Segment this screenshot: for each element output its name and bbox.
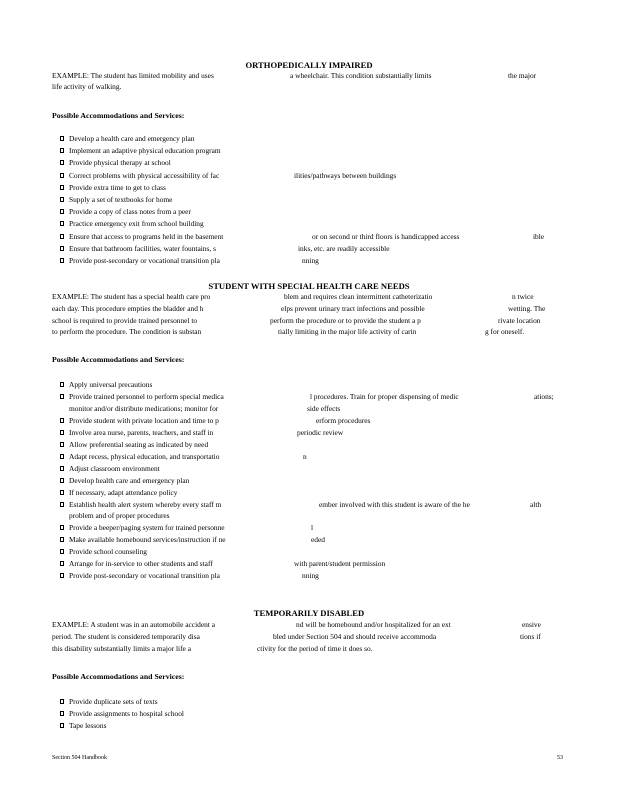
list-item-text: Adapt recess, physical education, and transportatio [69, 451, 220, 461]
example-text: blem and requires clean intermittent catheterizatio [284, 292, 433, 301]
checkbox-bullet-icon [60, 561, 64, 566]
list-item-text: Develop health care and emergency plan [69, 475, 190, 485]
list-item-text: or on second or third floors is handicapped access [312, 231, 460, 241]
checkbox-bullet-icon [60, 209, 64, 214]
example-text: period. The student is considered temporarily disa [52, 632, 200, 641]
checkbox-bullet-icon [60, 382, 64, 387]
list-item-text: nning [302, 571, 319, 581]
checkbox-bullet-icon [60, 490, 64, 495]
list-item-text: Provide extra time to get to class [69, 182, 166, 192]
section-title: STUDENT WITH SPECIAL HEALTH CARE NEEDS [208, 281, 410, 291]
list-item-text: Provide assignments to hospital school [69, 709, 184, 719]
section-title: ORTHOPEDICALLY IMPAIRED [245, 60, 373, 70]
list-item-text: alth [530, 499, 542, 509]
list-item-text: Apply universal precautions [69, 380, 153, 389]
example-text: nd will be homebound and/or hospitalized for an ext [296, 620, 451, 629]
accommodations-heading: Possible Accommodations and Services: [52, 111, 185, 120]
list-item-text: nning [302, 256, 319, 265]
list-item-text: Adjust classroom environment [69, 463, 160, 473]
example-text: ensive [522, 620, 541, 629]
example-text: tions if [520, 632, 541, 641]
example-text: g for oneself. [485, 327, 525, 336]
section-title: TEMPORARILY DISABLED [253, 608, 365, 618]
list-item-text: Arrange for in-service to other students and staff [69, 559, 213, 569]
list-item-text: Involve area nurse, parents, teachers, and staff in [69, 427, 214, 437]
checkbox-bullet-icon [60, 221, 64, 226]
list-item-text: with parent/student permission [294, 559, 386, 569]
list-item-text: Allow preferential seating as indicated by need [69, 439, 209, 449]
list-item-text: Provide physical therapy at school [69, 158, 171, 168]
list-item-text: l [311, 523, 314, 533]
list-item-text: Develop a health care and emergency plan [69, 134, 195, 143]
list-item-text: Provide post-secondary or vocational transition pla [69, 256, 220, 265]
footer-title: Section 504 Handbook [52, 755, 107, 761]
list-item-text: Provide school counseling [69, 547, 148, 557]
example-text: rivate location [498, 316, 541, 325]
checkbox-bullet-icon [60, 394, 64, 399]
list-item-text: If necessary, adapt attendance policy [69, 487, 178, 497]
accommodations-heading: Possible Accommodations and Services: [52, 355, 185, 364]
checkbox-bullet-icon [60, 537, 64, 542]
list-item-text: problem and of proper procedures [69, 511, 170, 521]
example-text: tially limiting in the major life activity of carin [278, 327, 417, 336]
checkbox-bullet-icon [60, 573, 64, 578]
list-item-text: side effects [307, 403, 341, 413]
checkbox-bullet-icon [60, 454, 64, 459]
checkbox-bullet-icon [60, 136, 64, 141]
example-text: to perform the procedure. The condition is substan [52, 327, 202, 336]
example-text: the major [508, 71, 537, 80]
example-text: bled under Section 504 and should receive accommoda [273, 632, 437, 641]
example-text: school is required to provide trained personnel to [52, 316, 198, 325]
list-item-text: ilities/pathways between buildings [294, 170, 397, 180]
example-text: EXAMPLE: A student was in an automobile accident a [52, 620, 215, 629]
list-item-text: Correct problems with physical accessibility of fac [69, 170, 220, 180]
example-text: this disability substantially limits a major life a [52, 644, 191, 653]
list-item-text: Provide trained personnel to perform special medica [69, 391, 224, 401]
checkbox-bullet-icon [60, 525, 64, 530]
page-number: 53 [557, 755, 563, 761]
list-item-text: Practice emergency exit from school building [69, 219, 204, 229]
example-text: perform the procedure or to provide the student a p [270, 316, 421, 325]
checkbox-bullet-icon [60, 418, 64, 423]
list-item-text: ible [533, 231, 545, 241]
checkbox-bullet-icon [60, 234, 64, 239]
list-item-text: ations; [534, 391, 554, 401]
checkbox-bullet-icon [60, 466, 64, 471]
list-item-text: monitor and/or distribute medications; monitor for [69, 403, 219, 413]
list-item-text: Establish health alert system whereby every staff m [69, 499, 222, 509]
checkbox-bullet-icon [60, 711, 64, 716]
example-text: a wheelchair. This condition substantially limits [290, 71, 432, 80]
list-item-text: Provide duplicate sets of texts [69, 697, 158, 706]
checkbox-bullet-icon [60, 258, 64, 263]
checkbox-bullet-icon [60, 502, 64, 507]
list-item-text: Tape lessons [69, 721, 107, 731]
checkbox-bullet-icon [60, 699, 64, 704]
list-item-text: inks, etc. are readily accessible [298, 243, 390, 253]
list-item-text: Ensure that bathroom facilities, water fountains, s [69, 243, 216, 253]
example-text: life activity of walking. [52, 82, 122, 91]
example-text: ctivity for the period of time it does so. [257, 644, 373, 653]
checkbox-bullet-icon [60, 246, 64, 251]
checkbox-bullet-icon [60, 197, 64, 202]
example-text: wetting. The [508, 304, 546, 313]
list-item-text: Provide student with private location and time to p [69, 415, 219, 425]
list-item-text: erform procedures [316, 415, 371, 425]
checkbox-bullet-icon [60, 173, 64, 178]
list-item-text: Provide post-secondary or vocational transition pla [69, 571, 220, 581]
checkbox-bullet-icon [60, 549, 64, 554]
list-item-text: Supply a set of textbooks for home [69, 195, 173, 204]
example-text: elps prevent urinary tract infections and possible [281, 304, 425, 313]
list-item-text: Ensure that access to programs held in the basement [69, 231, 224, 241]
list-item-text: Make available homebound services/instruction if ne [69, 535, 226, 545]
list-item-text: eded [311, 535, 325, 545]
checkbox-bullet-icon [60, 148, 64, 153]
example-text: EXAMPLE: The student has limited mobility and uses [52, 71, 214, 80]
checkbox-bullet-icon [60, 160, 64, 165]
accommodations-heading: Possible Accommodations and Services: [52, 672, 185, 681]
list-item-text: Implement an adaptive physical education program [69, 146, 221, 156]
list-item-text: Provide a copy of class notes from a peer [69, 207, 191, 217]
example-text: n twice [512, 292, 534, 301]
list-item-text: n [303, 451, 307, 461]
checkbox-bullet-icon [60, 478, 64, 483]
list-item-text: l procedures. Train for proper dispensing of medic [310, 391, 459, 401]
checkbox-bullet-icon [60, 723, 64, 728]
checkbox-bullet-icon [60, 442, 64, 447]
example-text: EXAMPLE: The student has a special health care pro [52, 292, 211, 301]
example-text: each day. This procedure empties the bladder and h [52, 304, 204, 313]
list-item-text: ember involved with this student is aware of the he [319, 499, 470, 509]
checkbox-bullet-icon [60, 430, 64, 435]
list-item-text: Provide a beeper/paging system for trained personne [69, 523, 225, 533]
list-item-text: periodic review [297, 427, 344, 437]
checkbox-bullet-icon [60, 185, 64, 190]
